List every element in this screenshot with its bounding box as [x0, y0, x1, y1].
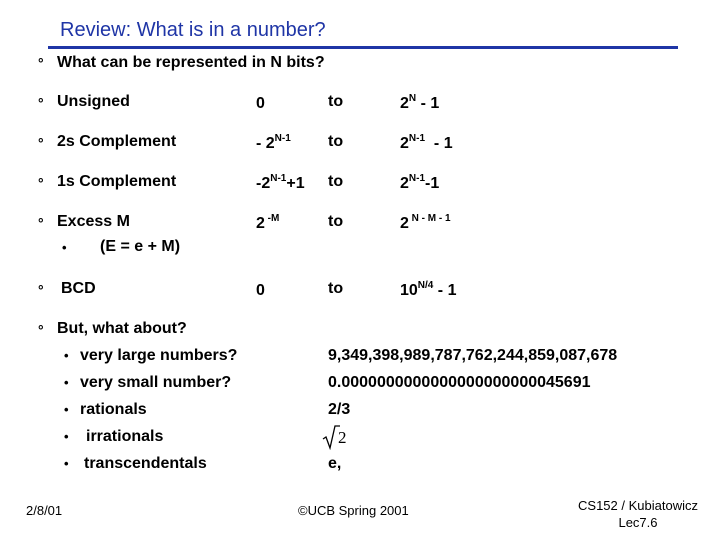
row-low-excess-m: 2 $^{-M}$: [256, 213, 280, 232]
row-to-1s-complement: to: [328, 173, 344, 190]
row-high-bcd: $10^{N/4} - 1$: [400, 280, 457, 299]
sub-bullet-q1: •: [64, 348, 69, 363]
but-heading: But, what about?: [57, 320, 187, 337]
footer-course: [568, 497, 708, 531]
intro-text: What can be represented in N bits?: [57, 54, 325, 71]
row-high-1s-complement: $2^{N-1}-1$: [400, 173, 440, 192]
answer-large-numbers: 9,349,398,989,787,762,244,859,087,678: [328, 347, 618, 364]
row-label-bcd: BCD: [61, 280, 96, 297]
answer-transcendentals: e,: [328, 455, 342, 472]
question-transcendentals: transcendentals: [84, 455, 207, 472]
slide-title: Review: What is in a number?: [60, 19, 326, 41]
question-large-numbers: very large numbers?: [80, 347, 238, 364]
row-high-unsigned: $2^N - 1$: [400, 93, 440, 112]
row-label-1s-complement: 1s Complement: [57, 173, 177, 190]
row-label-unsigned: Unsigned: [57, 93, 130, 110]
sub-bullet-q5: •: [64, 456, 69, 471]
answer-small-number: 0.0000000000000000000000045691: [328, 374, 591, 391]
bullet-unsigned: °: [38, 95, 44, 111]
sub-bullet-q4: •: [64, 429, 69, 444]
bullet-but: °: [38, 322, 44, 338]
row-to-unsigned: to: [328, 93, 344, 110]
row-low-unsigned: 0: [256, 95, 265, 112]
question-small-number: very small number?: [80, 374, 232, 391]
footer-date: 2/8/01: [26, 503, 63, 518]
row-high-2s-complement: $2^{N-1} - 1$: [400, 133, 453, 152]
answer-irrationals: [322, 424, 354, 452]
question-irrationals: irrationals: [86, 428, 164, 445]
row-low-2s-complement: - $2^{N-1}$: [256, 133, 291, 152]
row-to-2s-complement: to: [328, 133, 344, 150]
sub-bullet-q3: •: [64, 402, 69, 417]
row-high-excess-m: 2 $^{N - M - 1}$: [400, 213, 451, 232]
radicand: 2: [338, 428, 347, 447]
row-to-excess-m: to: [328, 213, 344, 230]
row-low-bcd: 0: [256, 282, 265, 299]
bullet-intro: °: [38, 55, 44, 71]
question-rationals: rationals: [80, 401, 147, 418]
footer-course-line1: CS152 / Kubiatowicz: [578, 498, 698, 513]
row-label-excess-m: Excess M: [57, 213, 130, 230]
row-low-1s-complement: $-2^{N-1}+1$: [256, 173, 305, 192]
bullet-1s-complement: °: [38, 175, 44, 191]
sub-bullet-excess: •: [62, 240, 67, 255]
row-to-bcd: to: [328, 280, 344, 297]
bullet-bcd: °: [38, 282, 44, 298]
bullet-2s-complement: °: [38, 135, 44, 151]
excess-note: (E = e + M): [100, 238, 181, 255]
title-underline: [48, 46, 678, 49]
row-label-2s-complement: 2s Complement: [57, 133, 177, 150]
answer-rationals: 2/3: [328, 401, 351, 418]
sub-bullet-q2: •: [64, 375, 69, 390]
footer-copyright: ©UCB Spring 2001: [298, 503, 409, 518]
footer-course-line2: Lec7.6: [618, 515, 658, 530]
bullet-excess-m: °: [38, 215, 44, 231]
